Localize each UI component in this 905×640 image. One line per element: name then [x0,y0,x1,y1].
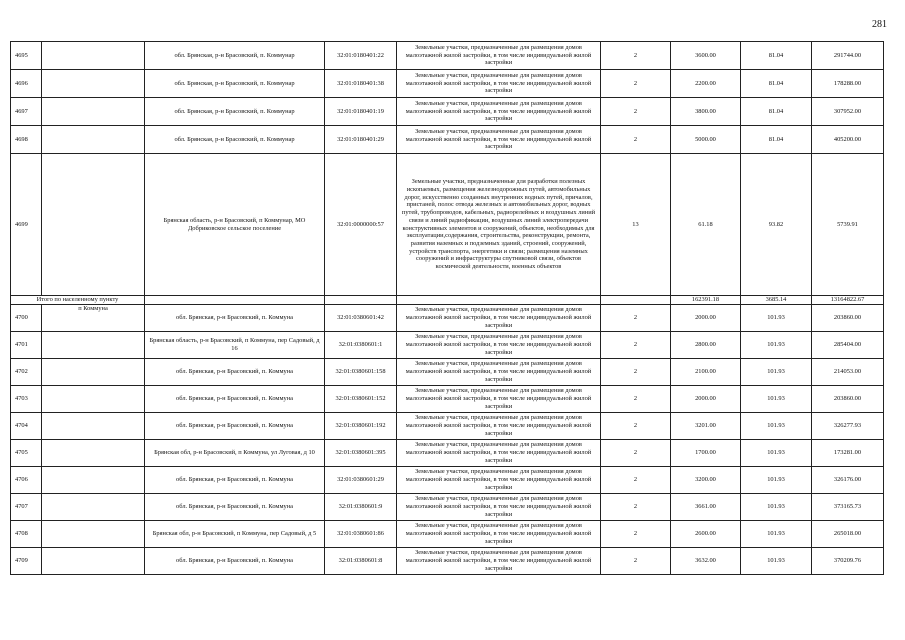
row-address: обл. Брянская, р-н Брасовский, п. Коммуна [145,494,325,521]
row-number: 4698 [11,126,42,154]
row-cadastral-value: 326176.00 [812,467,884,494]
row-cadastral-value: 370209.76 [812,548,884,575]
row-cadastral-number: 32:01:0380601:395 [325,440,397,467]
table-row [11,98,884,126]
table-row [11,386,884,413]
row-cadastral-value: 203860.00 [812,386,884,413]
row-land-category: Земельные участки, предназначенные для размещения домов малоэтажной жилой застройки, в том числе индивидуальной жилой застройки [397,521,601,548]
row-area: 3201.00 [671,413,741,440]
row-cadastral-value: 265018.00 [812,521,884,548]
row-cadastral-number: 32:01:0180401:19 [325,98,397,126]
table-row [11,154,884,296]
row-specific-value: 81.04 [741,42,812,70]
row-address: обл. Брянская, р-н Брасовский, п. Коммунар [145,70,325,98]
row-group-code: 2 [601,70,671,98]
row-number: 4699 [11,154,42,296]
row-number: 4702 [11,359,42,386]
settlement-label: п Коммуна [42,305,145,332]
table-row [11,440,884,467]
row-group-code: 2 [601,494,671,521]
total-label: Итого по населенному пункту [11,296,145,305]
total-rate: 3685.14 [741,296,812,305]
row-spacer [42,413,145,440]
row-spacer [42,467,145,494]
row-number: 4701 [11,332,42,359]
row-spacer [42,42,145,70]
row-cadastral-value: 5739.91 [812,154,884,296]
row-spacer [42,98,145,126]
row-spacer [42,494,145,521]
table-row [11,305,884,332]
row-cadastral-value: 373165.73 [812,494,884,521]
table-row [11,521,884,548]
row-group-code: 2 [601,42,671,70]
row-area: 1700.00 [671,440,741,467]
row-area: 2600.00 [671,521,741,548]
row-group-code: 2 [601,98,671,126]
row-area: 61.18 [671,154,741,296]
total-area: 162391.18 [671,296,741,305]
row-area: 2200.00 [671,70,741,98]
table-row [11,467,884,494]
row-cadastral-number: 32:01:0380601:86 [325,521,397,548]
row-spacer [42,126,145,154]
row-specific-value: 101.93 [741,521,812,548]
total-cost: 13164822.67 [812,296,884,305]
row-cadastral-value: 291744.00 [812,42,884,70]
settlement-total-row [11,296,884,305]
row-land-category: Земельные участки, предназначенные для размещения домов малоэтажной жилой застройки, в том числе индивидуальной жилой застройки [397,98,601,126]
row-address: обл. Брянская, р-н Брасовский, п. Коммуна [145,386,325,413]
cadastral-value-table [10,41,884,575]
row-cadastral-value: 285404.00 [812,332,884,359]
row-land-category: Земельные участки, предназначенные для разработки полезных ископаемых, размещения железнодорожных путей, автомобильных дорог, искусственно созданных внутренних водных путей, причалов, пристаней, полос отвода железных и автомобильных дорог, водных путей, трубопроводов, кабельных, радиорелейных и воздушных линий связи и линий радиофикации, воздушных линий электропередачи конструктивных элементов и сооружений, объектов, необходимых для эксплуатации,содержания, строительства, реконструкции, ремонта, развития наземных и подземных зданий, строений, сооружений, устройств транспорта, энергетики и связи; размещения наземных сооружений и инфраструктуры спутниковой связи, объектов космической деятельности, военных объектов [397,154,601,296]
row-specific-value: 81.04 [741,70,812,98]
row-specific-value: 93.82 [741,154,812,296]
row-area: 2000.00 [671,305,741,332]
row-number: 4707 [11,494,42,521]
row-specific-value: 101.93 [741,413,812,440]
row-land-category: Земельные участки, предназначенные для размещения домов малоэтажной жилой застройки, в том числе индивидуальной жилой застройки [397,548,601,575]
row-land-category: Земельные участки, предназначенные для размещения домов малоэтажной жилой застройки, в том числе индивидуальной жилой застройки [397,332,601,359]
row-number: 4709 [11,548,42,575]
row-cadastral-value: 214053.00 [812,359,884,386]
row-group-code: 2 [601,467,671,494]
row-area: 2000.00 [671,386,741,413]
row-spacer [42,386,145,413]
row-spacer [42,359,145,386]
row-land-category: Земельные участки, предназначенные для размещения домов малоэтажной жилой застройки, в том числе индивидуальной жилой застройки [397,126,601,154]
row-cadastral-number: 32:01:0380601:152 [325,386,397,413]
row-cadastral-value: 173281.00 [812,440,884,467]
row-cadastral-value: 203860.00 [812,305,884,332]
row-specific-value: 81.04 [741,126,812,154]
row-number: 4695 [11,42,42,70]
row-cadastral-number: 32:01:0180401:29 [325,126,397,154]
row-area: 2100.00 [671,359,741,386]
row-address: обл. Брянская, р-н Брасовский, п. Коммуна [145,467,325,494]
table-row [11,494,884,521]
row-cadastral-number: 32:01:0380601:192 [325,413,397,440]
row-specific-value: 101.93 [741,494,812,521]
row-number: 4705 [11,440,42,467]
row-land-category: Земельные участки, предназначенные для размещения домов малоэтажной жилой застройки, в том числе индивидуальной жилой застройки [397,386,601,413]
row-cadastral-number: 32:01:0380601:42 [325,305,397,332]
row-area: 3600.00 [671,42,741,70]
row-group-code: 2 [601,332,671,359]
row-number: 4700 [11,305,42,332]
row-cadastral-number: 32:01:0180401:22 [325,42,397,70]
row-address: обл. Брянская, р-н Брасовский, п. Коммунар [145,42,325,70]
row-area: 3661.00 [671,494,741,521]
row-address: обл. Брянская, р-н Брасовский, п. Коммуна [145,413,325,440]
row-group-code: 2 [601,305,671,332]
table-row [11,332,884,359]
row-cadastral-number: 32:01:0380601:158 [325,359,397,386]
row-cadastral-value: 178288.00 [812,70,884,98]
row-specific-value: 101.93 [741,467,812,494]
table-row [11,70,884,98]
row-group-code: 2 [601,413,671,440]
row-area: 3800.00 [671,98,741,126]
table-row [11,413,884,440]
table-row [11,548,884,575]
row-number: 4704 [11,413,42,440]
row-land-category: Земельные участки, предназначенные для размещения домов малоэтажной жилой застройки, в том числе индивидуальной жилой застройки [397,305,601,332]
row-area: 5000.00 [671,126,741,154]
row-group-code: 2 [601,126,671,154]
row-number: 4697 [11,98,42,126]
row-number: 4703 [11,386,42,413]
row-specific-value: 81.04 [741,98,812,126]
row-group-code: 2 [601,548,671,575]
row-group-code: 13 [601,154,671,296]
page-number: 281 [872,19,887,30]
table-row [11,42,884,70]
row-land-category: Земельные участки, предназначенные для размещения домов малоэтажной жилой застройки, в том числе индивидуальной жилой застройки [397,70,601,98]
row-cadastral-number: 32:01:0380601:8 [325,548,397,575]
row-spacer [42,521,145,548]
row-cadastral-number: 32:01:0380601:9 [325,494,397,521]
row-address: обл. Брянская, р-н Брасовский, п. Коммунар [145,126,325,154]
row-group-code: 2 [601,440,671,467]
row-specific-value: 101.93 [741,440,812,467]
row-cadastral-number: 32:01:0180401:38 [325,70,397,98]
row-cadastral-value: 405200.00 [812,126,884,154]
row-spacer [42,70,145,98]
row-group-code: 2 [601,521,671,548]
row-specific-value: 101.93 [741,359,812,386]
row-area: 3200.00 [671,467,741,494]
row-cadastral-number: 32:01:0380601:29 [325,467,397,494]
row-address: обл. Брянская, р-н Брасовский, п. Коммунар [145,98,325,126]
row-address: обл. Брянская, р-н Брасовский, п. Коммуна [145,359,325,386]
row-address: Брянская обл, р-н Брасовский, п Коммуна, пер Садовый, д 5 [145,521,325,548]
row-land-category: Земельные участки, предназначенные для размещения домов малоэтажной жилой застройки, в том числе индивидуальной жилой застройки [397,467,601,494]
row-cadastral-number: 32:01:0000000:57 [325,154,397,296]
table-row [11,126,884,154]
row-specific-value: 101.93 [741,548,812,575]
row-number: 4708 [11,521,42,548]
row-land-category: Земельные участки, предназначенные для размещения домов малоэтажной жилой застройки, в том числе индивидуальной жилой застройки [397,494,601,521]
row-area: 3632.00 [671,548,741,575]
row-address: Брянская область, р-н Брасовский, п Коммуна, пер Садовый, д 16 [145,332,325,359]
row-address: обл. Брянская, р-н Брасовский, п. Коммуна [145,305,325,332]
row-group-code: 2 [601,386,671,413]
row-land-category: Земельные участки, предназначенные для размещения домов малоэтажной жилой застройки, в том числе индивидуальной жилой застройки [397,440,601,467]
row-specific-value: 101.93 [741,305,812,332]
row-spacer [42,548,145,575]
row-address: Брянская обл, р-н Брасовский, п Коммуна, ул Луговая, д 10 [145,440,325,467]
row-land-category: Земельные участки, предназначенные для размещения домов малоэтажной жилой застройки, в том числе индивидуальной жилой застройки [397,359,601,386]
row-specific-value: 101.93 [741,386,812,413]
row-spacer [42,154,145,296]
row-specific-value: 101.93 [741,332,812,359]
row-address: Брянская область, р-н Брасовский, п Коммунар, МО Добриковское сельское поселение [145,154,325,296]
row-cadastral-value: 326277.93 [812,413,884,440]
row-land-category: Земельные участки, предназначенные для размещения домов малоэтажной жилой застройки, в том числе индивидуальной жилой застройки [397,42,601,70]
row-cadastral-number: 32:01:0380601:1 [325,332,397,359]
row-number: 4696 [11,70,42,98]
row-spacer [42,332,145,359]
row-spacer [42,440,145,467]
row-cadastral-value: 307952.00 [812,98,884,126]
row-number: 4706 [11,467,42,494]
table-row [11,359,884,386]
row-area: 2800.00 [671,332,741,359]
row-land-category: Земельные участки, предназначенные для размещения домов малоэтажной жилой застройки, в том числе индивидуальной жилой застройки [397,413,601,440]
row-group-code: 2 [601,359,671,386]
row-address: обл. Брянская, р-н Брасовский, п. Коммуна [145,548,325,575]
